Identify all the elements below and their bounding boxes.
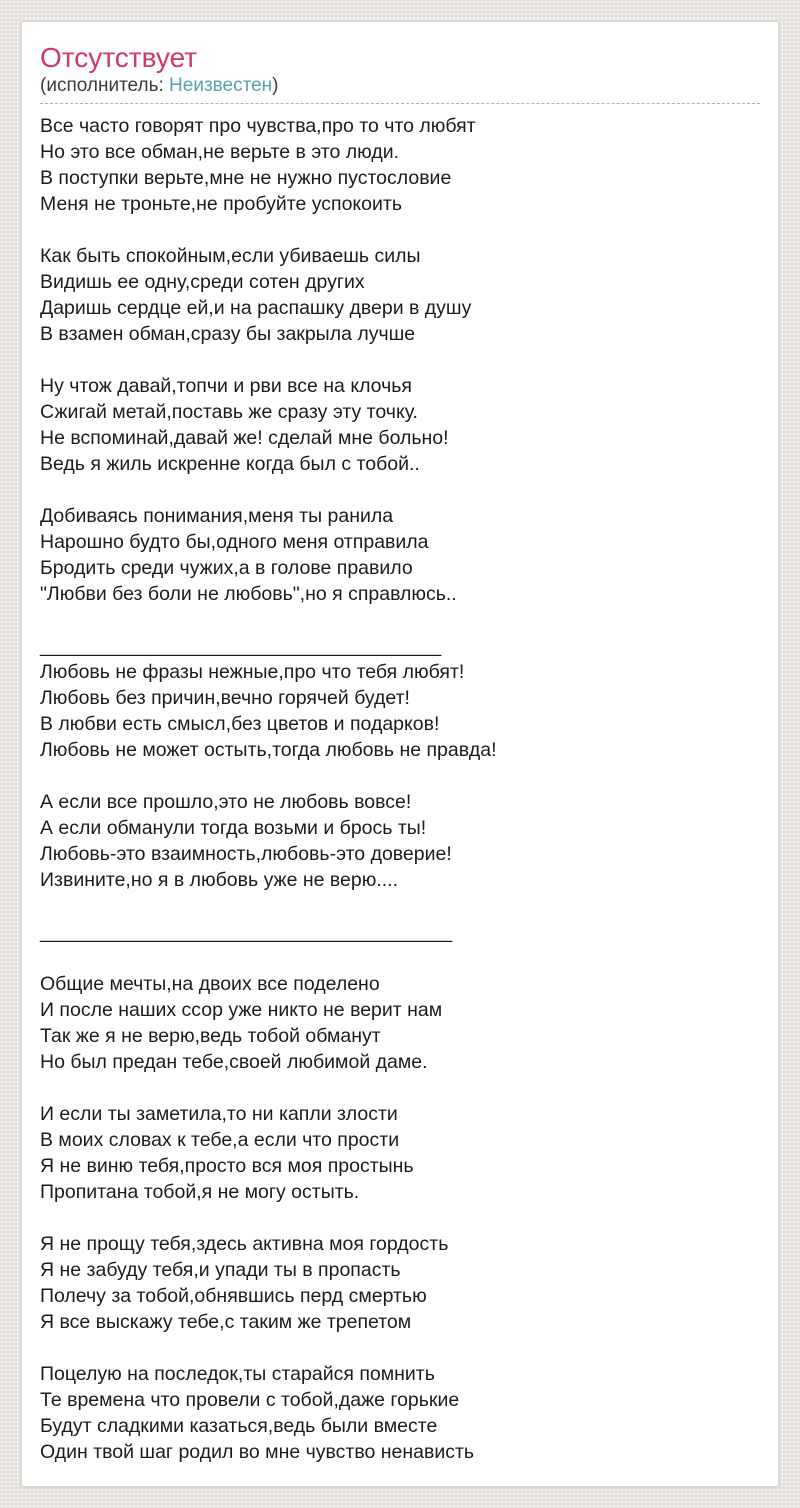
lyrics-line: Сжигай метай,поставь же сразу эту точку. (40, 401, 418, 423)
lyrics-line: Даришь сердце ей,и на распашку двери в душу (40, 297, 472, 319)
lyrics-line: В поступки верьте,мне не нужно пустословие (40, 167, 452, 189)
lyrics-line: И после наших ссор уже никто не верит нам (40, 999, 443, 1021)
lyrics-line: Будут сладкими казаться,ведь были вместе (40, 1415, 438, 1437)
lyrics-line: В моих словах к тебе,а если что прости (40, 1129, 400, 1151)
artist-label-suffix: ) (272, 75, 279, 96)
artist-line (40, 75, 760, 97)
lyrics-line: Я не прощу тебя,здесь активна моя гордость (40, 1233, 449, 1255)
lyrics-line: Так же я не верю,ведь тобой обманут (40, 1025, 381, 1047)
lyrics-line: А если обманули тогда возьми и брось ты! (40, 817, 427, 839)
lyrics-line: В взамен обман,сразу бы закрыла лучше (40, 323, 416, 345)
lyrics-line: Нарошно будто бы,одного меня отправила (40, 531, 429, 553)
lyrics-line: Любовь-это взаимность,любовь-это доверие! (40, 843, 452, 865)
lyrics-line: Ведь я жиль искренне когда был с тобой.. (40, 453, 420, 475)
lyrics (40, 113, 760, 1465)
blank-line (40, 763, 760, 789)
lyrics-line: Любовь не фразы нежные,про что тебя любят! (40, 661, 465, 683)
blank-line (40, 1205, 760, 1231)
lyrics-line: "Любви без боли не любовь",но я справлюсь.. (40, 583, 457, 605)
lyrics-line: И если ты заметила,то ни капли злости (40, 1103, 398, 1125)
blank-line (40, 1075, 760, 1101)
lyrics-line: Поцелую на последок,ты старайся помнить (40, 1363, 435, 1385)
lyrics-line: Но это все обман,не верьте в это люди. (40, 141, 400, 163)
lyrics-line: Полечу за тобой,обнявшись перд смертью (40, 1285, 427, 1307)
lyrics-line: В любви есть смысл,без цветов и подарков! (40, 713, 440, 735)
lyrics-line: Пропитана тобой,я не могу остыть. (40, 1181, 360, 1203)
separator-line: ______________________________________ (40, 921, 453, 943)
lyrics-line: Все часто говорят про чувства,про то что любят (40, 115, 476, 137)
blank-line (40, 347, 760, 373)
blank-line (40, 607, 760, 633)
lyrics-line: Один твой шаг родил во мне чувство ненависть (40, 1441, 475, 1463)
song-title: Отсутствует (40, 42, 198, 73)
lyrics-line: Но был предан тебе,своей любимой даме. (40, 1051, 428, 1073)
blank-line (40, 477, 760, 503)
artist-link[interactable]: Неизвестен (169, 75, 273, 96)
blank-line (40, 1335, 760, 1361)
lyrics-line: Бродить среди чужих,а в голове правило (40, 557, 413, 579)
blank-line (40, 217, 760, 243)
song-header (40, 42, 760, 104)
lyrics-line: Видишь ее одну,среди сотен других (40, 271, 365, 293)
lyrics-line: Добиваясь понимания,меня ты ранила (40, 505, 394, 527)
lyrics-line: Любовь без причин,вечно горячей будет! (40, 687, 410, 709)
artist-label: (исполнитель: (40, 75, 170, 96)
blank-line (40, 893, 760, 919)
lyrics-card (21, 21, 779, 1487)
separator-line: _____________________________________ (40, 635, 442, 657)
lyrics-line: Я не забуду тебя,и упади ты в пропасть (40, 1259, 401, 1281)
lyrics-line: А если все прошло,это не любовь вовсе! (40, 791, 412, 813)
lyrics-line: Не вспоминай,давай же! сделай мне больно! (40, 427, 449, 449)
lyrics-line: Извините,но я в любовь уже не верю.... (40, 869, 399, 891)
lyrics-line: Меня не троньте,не пробуйте успокоить (40, 193, 402, 215)
lyrics-line: Общие мечты,на двоих все поделено (40, 973, 380, 995)
blank-line (40, 945, 760, 971)
lyrics-line: Ну чтож давай,топчи и рви все на клочья (40, 375, 412, 397)
lyrics-line: Любовь не может остыть,тогда любовь не правда! (40, 739, 497, 761)
lyrics-line: Как быть спокойным,если убиваешь силы (40, 245, 421, 267)
lyrics-line: Я все выскажу тебе,с таким же трепетом (40, 1311, 412, 1333)
lyrics-line: Те времена что провели с тобой,даже горькие (40, 1389, 460, 1411)
lyrics-line: Я не виню тебя,просто вся моя простынь (40, 1155, 414, 1177)
